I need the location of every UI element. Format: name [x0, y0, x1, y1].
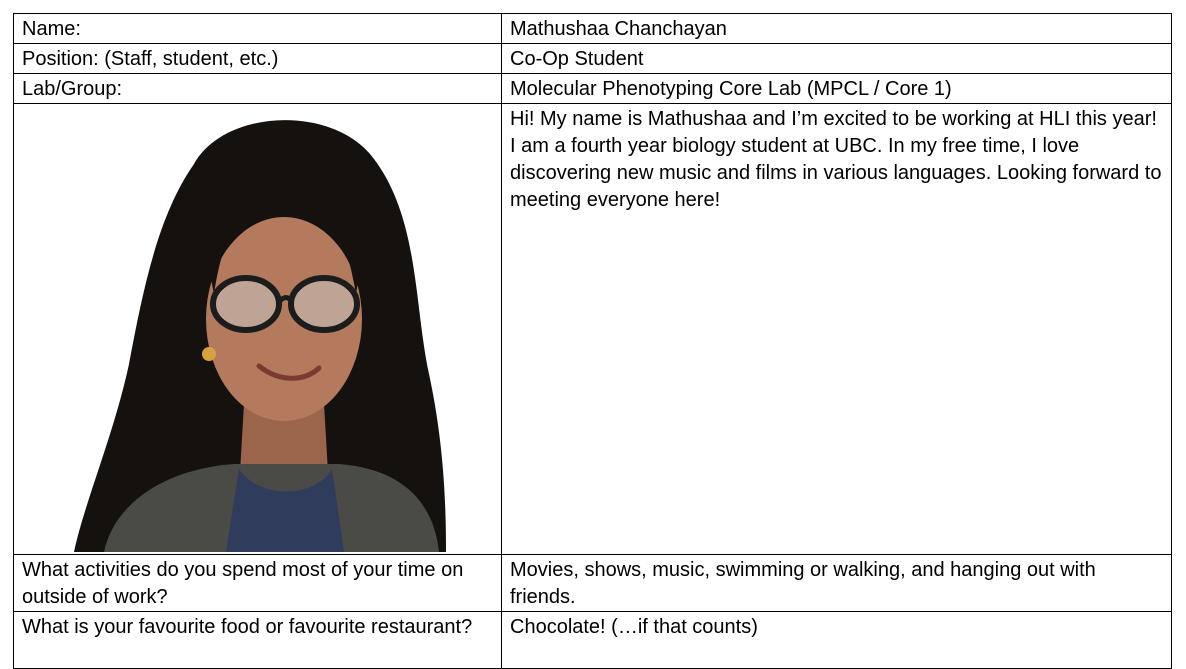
lab-value: Molecular Phenotyping Core Lab (MPCL / Core 1): [502, 74, 1172, 104]
food-value: Chocolate! (…if that counts): [502, 612, 1172, 669]
name-value: Mathushaa Chanchayan: [502, 14, 1172, 44]
position-label: Position: (Staff, student, etc.): [14, 44, 502, 74]
name-label: Name:: [14, 14, 502, 44]
position-row: [14, 44, 1172, 74]
position-value: Co-Op Student: [502, 44, 1172, 74]
lab-label: Lab/Group:: [14, 74, 502, 104]
activities-row: [14, 555, 1172, 612]
bio-row: [14, 104, 1172, 555]
lab-row: [14, 74, 1172, 104]
photo-cell: [14, 104, 502, 555]
activities-value: Movies, shows, music, swimming or walking, and hanging out with friends.: [502, 555, 1172, 612]
activities-label: What activities do you spend most of your time on outside of work?: [14, 555, 502, 612]
profile-table: [13, 13, 1172, 669]
food-label: What is your favourite food or favourite restaurant?: [14, 612, 502, 669]
food-row: [14, 612, 1172, 669]
name-row: [14, 14, 1172, 44]
portrait-photo: [74, 104, 446, 552]
bio-text: Hi! My name is Mathushaa and I’m excited to be working at HLI this year! I am a fourth year biology student at UBC. In my free time, I love discovering new music and films in various languages. Looking forward to meeting everyone here!: [502, 104, 1172, 555]
